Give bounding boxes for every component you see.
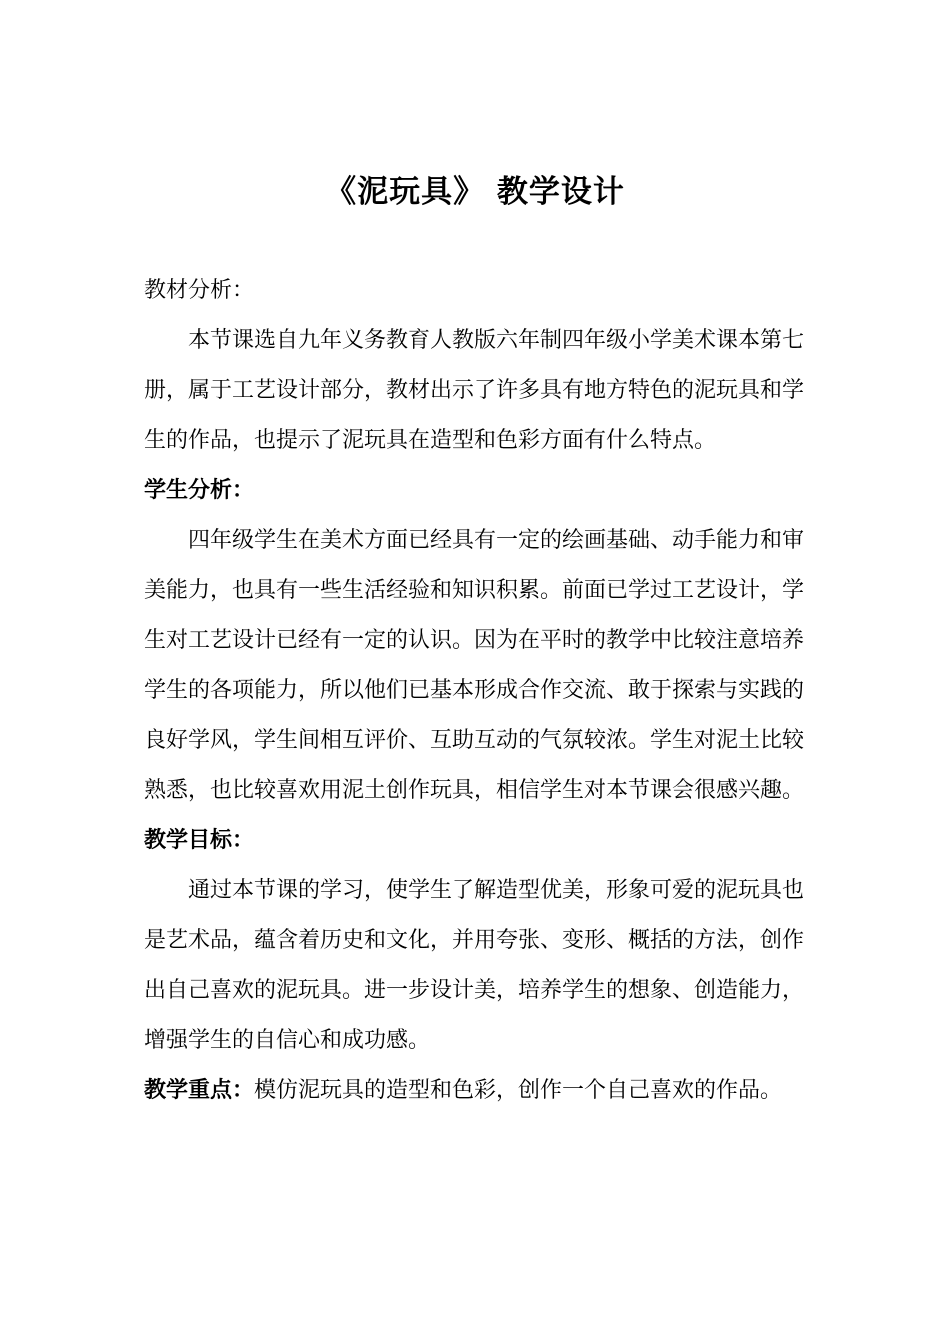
section-teaching-goals: [144, 816, 804, 1066]
section-textbook-analysis: [144, 266, 804, 466]
section-paragraph: 通过本节课的学习，使学生了解造型优美，形象可爱的泥玩具也是艺术品，蕴含着历史和文化，并用夸张、变形、概括的方法，创作出自己喜欢的泥玩具。进一步设计美，培养学生的想象、创造能力，增强学生的自信心和成功感。: [144, 878, 805, 1053]
section-heading: 教材分析：: [144, 278, 255, 303]
section-inline-paragraph: [144, 1066, 804, 1116]
section-heading: 教学目标：: [144, 828, 255, 853]
section-student-analysis: [144, 466, 804, 816]
section-paragraph: 模仿泥玩具的造型和色彩，创作一个自己喜欢的作品。: [254, 1078, 783, 1103]
section-teaching-focus: [144, 1066, 804, 1116]
section-heading: 教学重点：: [144, 1078, 255, 1103]
section-heading: 学生分析：: [144, 478, 255, 503]
document-body: [144, 266, 804, 1116]
section-paragraph: 四年级学生在美术方面已经具有一定的绘画基础、动手能力和审美能力，也具有一些生活经验和知识积累。前面已学过工艺设计，学生对工艺设计已经有一定的认识。因为在平时的教学中比较注意培养学生的各项能力，所以他们已基本形成合作交流、敢于探索与实践的良好学风，学生间相互评价、互助互动的气氛较浓。学生对泥土比较熟悉，也比较喜欢用泥土创作玩具，相信学生对本节课会很感兴趣。: [144, 528, 805, 803]
document-title: 《泥玩具》 教学设计: [325, 174, 625, 210]
section-paragraph: 本节课选自九年义务教育人教版六年制四年级小学美术课本第七册，属于工艺设计部分，教材出示了许多具有地方特色的泥玩具和学生的作品，也提示了泥玩具在造型和色彩方面有什么特点。: [144, 328, 805, 453]
